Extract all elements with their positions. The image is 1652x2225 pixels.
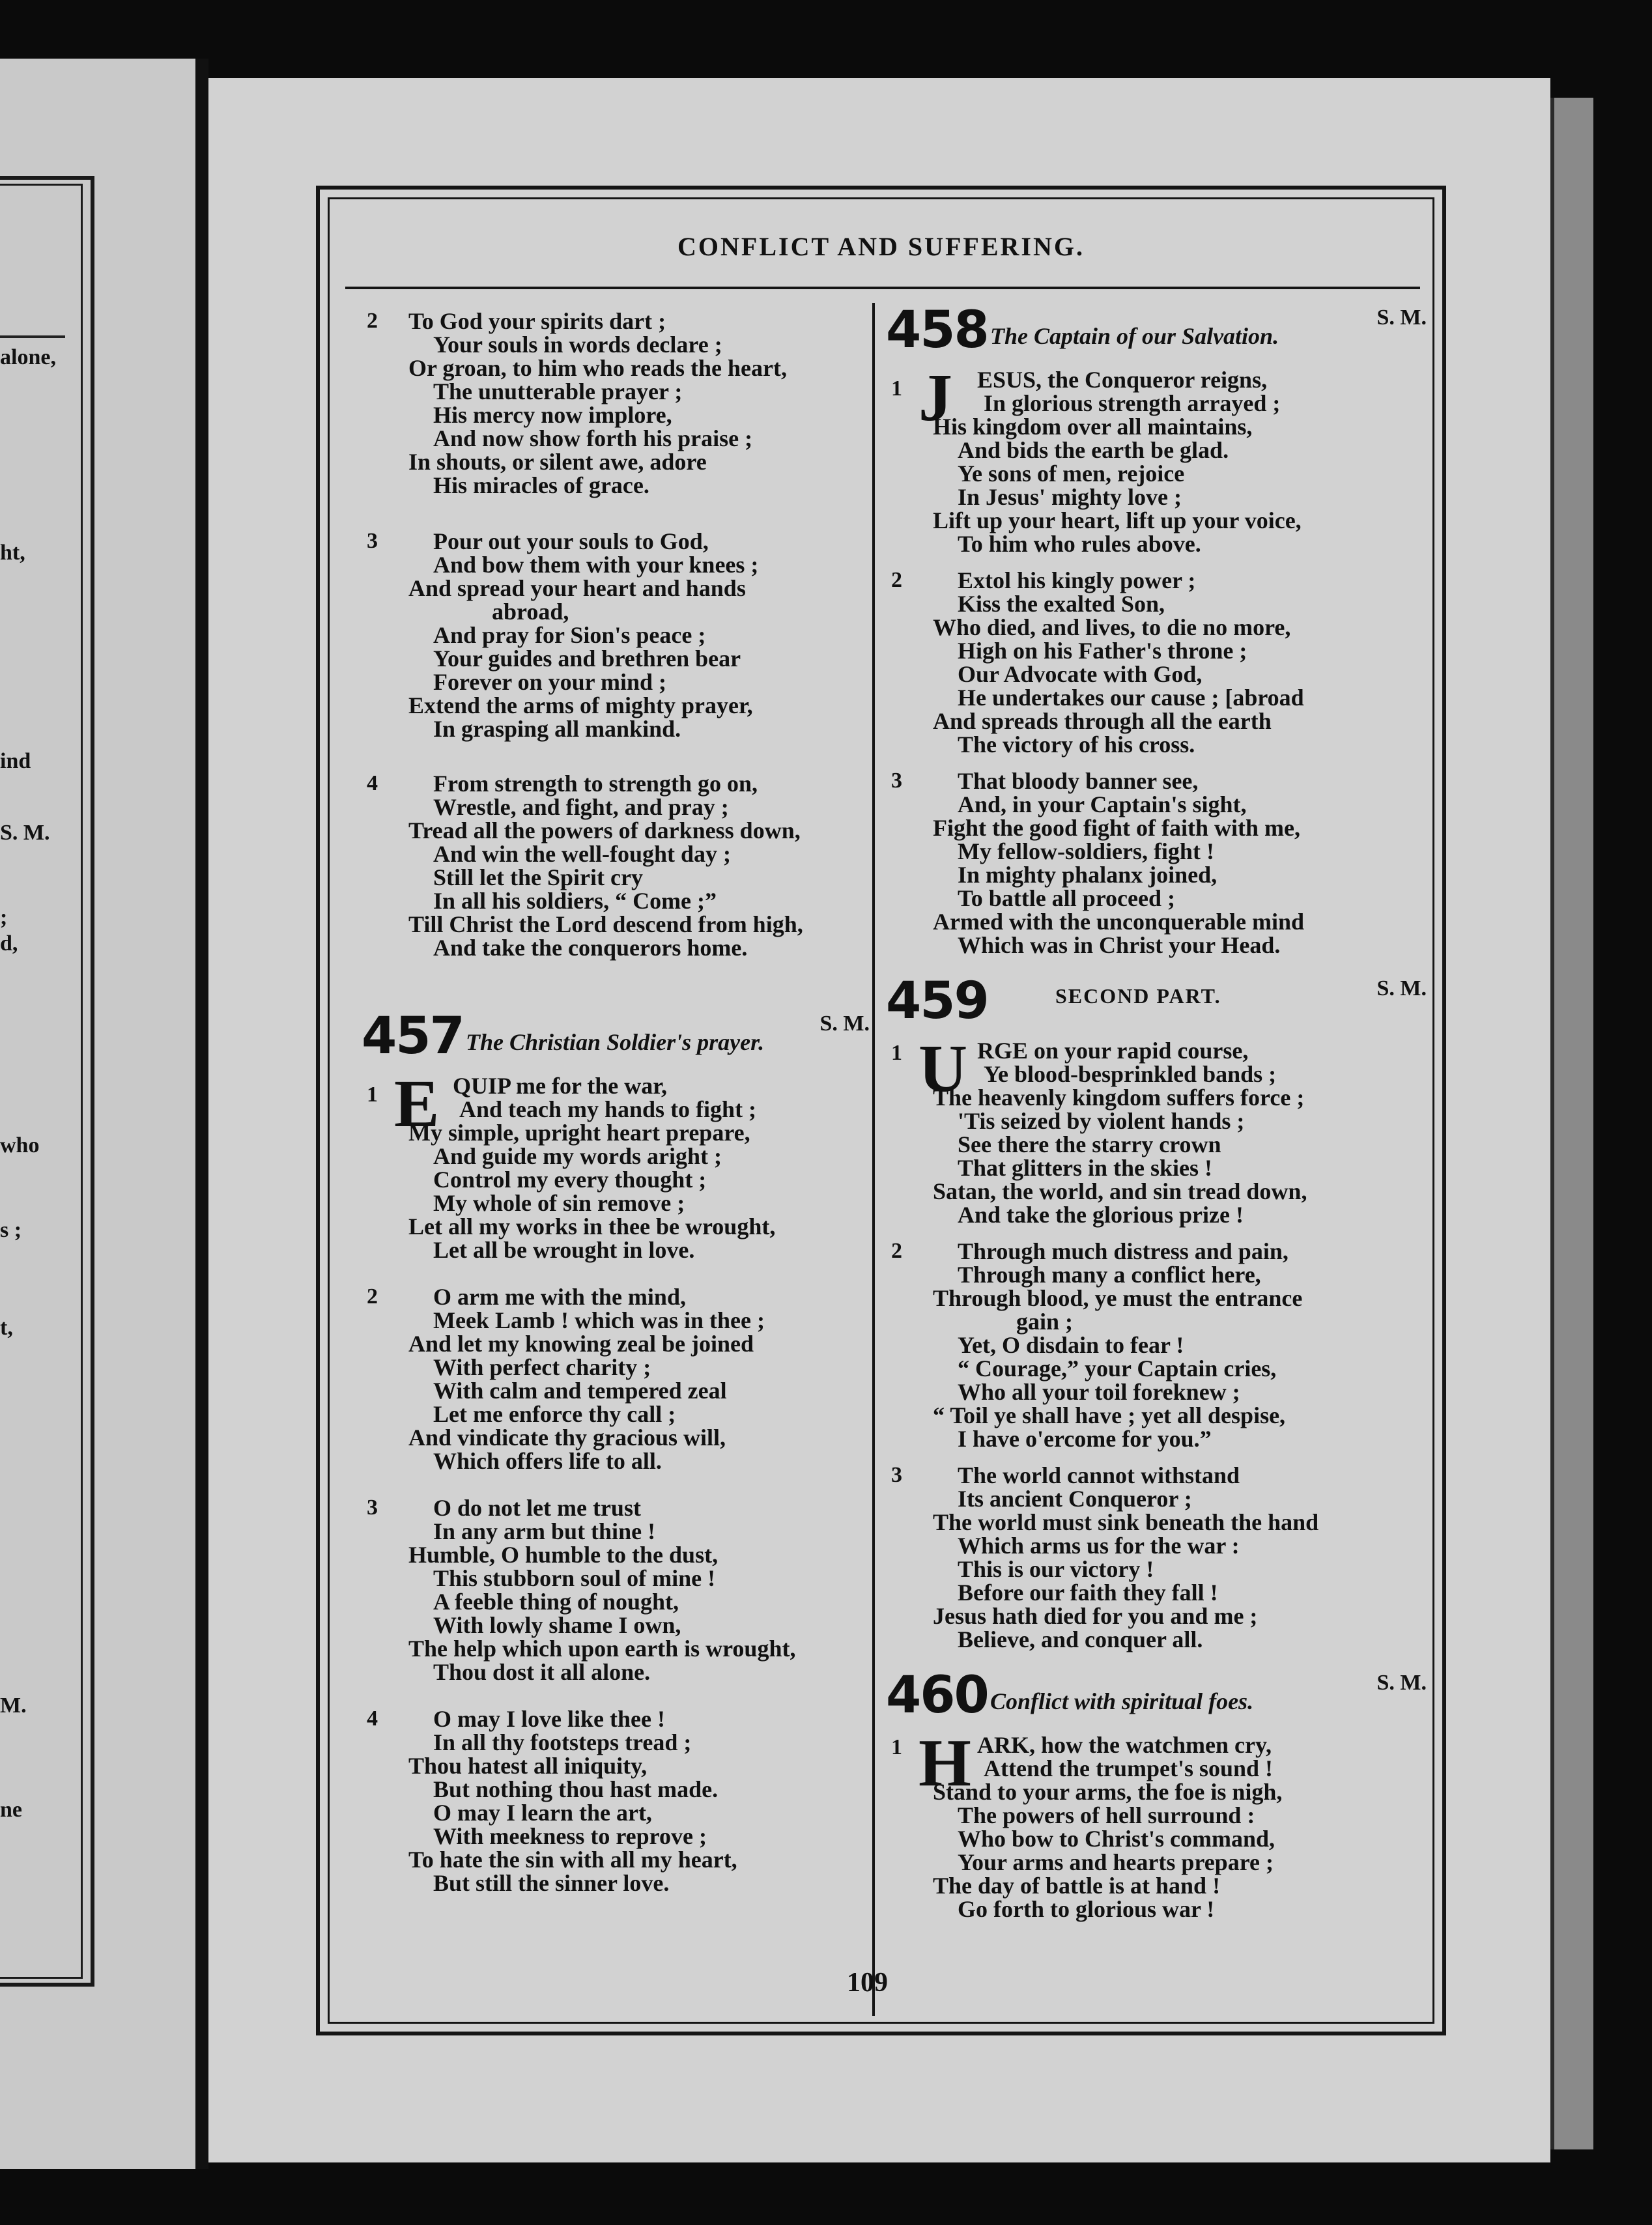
verse bbox=[362, 1285, 870, 1473]
hymn-458 bbox=[886, 299, 1427, 957]
verse-line: Still let the Spirit cry bbox=[433, 864, 643, 890]
verse-line: ESUS, the Conqueror reigns, bbox=[977, 367, 1268, 393]
verse-line: With meekness to reprove ; bbox=[433, 1823, 707, 1849]
verse-number: 1 bbox=[891, 1735, 902, 1759]
verse-line: Yet, O disdain to fear ! bbox=[958, 1332, 1184, 1358]
hymn-meter: S. M. bbox=[1376, 1671, 1427, 1695]
hymn-457 bbox=[362, 1005, 870, 1895]
hymn-heading bbox=[886, 970, 1427, 1032]
verse-line: In all his soldiers, “ Come ;” bbox=[433, 888, 717, 914]
hymn-meter: S. M. bbox=[1376, 976, 1427, 1000]
verse-line: “ Courage,” your Captain cries, bbox=[958, 1355, 1277, 1382]
verse-line: gain ; bbox=[1016, 1309, 1074, 1335]
verse-line: See there the starry crown bbox=[958, 1131, 1221, 1157]
verse-line: To God your spirits dart ; bbox=[408, 308, 666, 334]
verse-line: With lowly shame I own, bbox=[433, 1612, 681, 1638]
verse-line: Which offers life to all. bbox=[433, 1448, 662, 1474]
verse-line: With perfect charity ; bbox=[433, 1354, 651, 1380]
verse bbox=[886, 569, 1427, 756]
verse bbox=[886, 1725, 1427, 1922]
verse-line: And teach my hands to fight ; bbox=[459, 1096, 757, 1122]
verse bbox=[886, 769, 1427, 957]
verse-line: And win the well-fought day ; bbox=[433, 841, 732, 867]
verse-line: My simple, upright heart prepare, bbox=[408, 1120, 750, 1146]
verse-line: Let all my works in thee be wrought, bbox=[408, 1213, 776, 1240]
verse-line: Before our faith they fall ! bbox=[958, 1580, 1218, 1606]
verse-line: Pour out your souls to God, bbox=[433, 528, 709, 554]
verse-number: 3 bbox=[367, 1495, 378, 1520]
verse-number: 3 bbox=[367, 529, 378, 553]
verse-line: Forever on your mind ; bbox=[433, 669, 666, 695]
verse-line: Who all your toil foreknew ; bbox=[958, 1379, 1240, 1405]
verse bbox=[362, 530, 870, 741]
verse-line: Kiss the exalted Son, bbox=[958, 591, 1165, 617]
verse-line: Go forth to glorious war ! bbox=[958, 1896, 1215, 1922]
hymn-heading bbox=[362, 1005, 870, 1068]
verse bbox=[886, 360, 1427, 557]
verse-number: 2 bbox=[367, 309, 378, 333]
verse-line: And take the glorious prize ! bbox=[958, 1202, 1244, 1228]
hymn-meter: S. M. bbox=[1376, 305, 1427, 330]
column-divider bbox=[872, 303, 875, 2016]
facing-text-fragment: M. bbox=[0, 1694, 27, 1718]
verse-line: Lift up your heart, lift up your voice, bbox=[933, 507, 1302, 533]
verse-line: And, in your Captain's sight, bbox=[958, 791, 1247, 817]
facing-text-fragment: ht, bbox=[0, 541, 25, 565]
verse-line: Extend the arms of mighty prayer, bbox=[408, 692, 753, 718]
hymn-subtitle: SECOND PART. bbox=[1055, 984, 1221, 1008]
verse-number: 1 bbox=[367, 1083, 378, 1107]
page-number: 109 bbox=[847, 1968, 888, 1998]
verse-line: In Jesus' mighty love ; bbox=[958, 484, 1182, 510]
verse-line: In shouts, or silent awe, adore bbox=[408, 449, 707, 475]
hymn-number: 457 bbox=[362, 1007, 464, 1066]
hymn-heading bbox=[886, 1664, 1427, 1727]
verse-line: From strength to strength go on, bbox=[433, 771, 758, 797]
verse-line: And pray for Sion's peace ; bbox=[433, 622, 706, 648]
verse-line: Thou dost it all alone. bbox=[433, 1659, 651, 1685]
verse-line: Your souls in words declare ; bbox=[433, 332, 722, 358]
verse-number: 3 bbox=[891, 769, 902, 793]
verse-line: The powers of hell surround : bbox=[958, 1802, 1255, 1828]
verse-line: Through many a conflict here, bbox=[958, 1262, 1261, 1288]
verse-line: This stubborn soul of mine ! bbox=[433, 1565, 716, 1591]
verse-line: The world must sink beneath the hand bbox=[933, 1509, 1319, 1535]
verse-line: In glorious strength arrayed ; bbox=[984, 390, 1281, 416]
verse-line: But nothing thou hast made. bbox=[433, 1776, 719, 1802]
hymn-number: 458 bbox=[886, 301, 988, 360]
verse-line: O may I love like thee ! bbox=[433, 1706, 665, 1732]
facing-text-fragment: alone, bbox=[0, 345, 56, 369]
verse-line: Its ancient Conqueror ; bbox=[958, 1486, 1192, 1512]
verse-line: Jesus hath died for you and me ; bbox=[933, 1603, 1258, 1629]
verse bbox=[362, 309, 870, 497]
hymn-460 bbox=[886, 1664, 1427, 1921]
verse-number: 4 bbox=[367, 771, 378, 795]
verse-line: Your arms and hearts prepare ; bbox=[958, 1849, 1274, 1875]
verse-line: Through much distress and pain, bbox=[958, 1238, 1289, 1264]
verse-line: To hate the sin with all my heart, bbox=[408, 1847, 737, 1873]
verse bbox=[362, 1066, 870, 1263]
verse-line: Stand to your arms, the foe is nigh, bbox=[933, 1779, 1283, 1805]
verse-line: In mighty phalanx joined, bbox=[958, 862, 1218, 888]
verse-number: 2 bbox=[891, 1239, 902, 1263]
verse-number: 1 bbox=[891, 376, 902, 401]
verse-line: And spread your heart and hands bbox=[408, 575, 746, 601]
page-edge bbox=[1550, 98, 1593, 2149]
verse-line: I have o'ercome for you.” bbox=[958, 1426, 1212, 1452]
verse-number: 2 bbox=[367, 1284, 378, 1309]
drop-cap: H bbox=[919, 1725, 971, 1800]
verse-line: Through blood, ye must the entrance bbox=[933, 1285, 1303, 1311]
hymn-continued bbox=[362, 309, 870, 959]
verse-line: Ye sons of men, rejoice bbox=[958, 461, 1185, 487]
verse-line: Our Advocate with God, bbox=[958, 661, 1203, 687]
verse-line: A feeble thing of nought, bbox=[433, 1589, 679, 1615]
facing-text-fragment: who bbox=[0, 1133, 40, 1157]
verse-line: O arm me with the mind, bbox=[433, 1284, 686, 1310]
facing-text-fragment: S. M. bbox=[0, 821, 50, 845]
verse-line: Your guides and brethren bear bbox=[433, 645, 741, 672]
verse-line: 'Tis seized by violent hands ; bbox=[958, 1108, 1245, 1134]
verse-line: My whole of sin remove ; bbox=[433, 1190, 685, 1216]
verse-line: Believe, and conquer all. bbox=[958, 1626, 1203, 1652]
verse-line: His mercy now implore, bbox=[433, 402, 672, 428]
verse-line: In all thy footsteps tread ; bbox=[433, 1729, 692, 1755]
hymn-number: 460 bbox=[886, 1666, 988, 1725]
verse bbox=[362, 1496, 870, 1684]
facing-text-fragment: ; bbox=[0, 905, 8, 929]
verse-line: O do not let me trust bbox=[433, 1495, 641, 1521]
verse-number: 4 bbox=[367, 1707, 378, 1731]
book-gutter bbox=[195, 59, 208, 2169]
verse-line: Wrestle, and fight, and pray ; bbox=[433, 794, 729, 820]
verse-line: To him who rules above. bbox=[958, 531, 1201, 557]
hymn-title: Conflict with spiritual foes. bbox=[990, 1688, 1254, 1714]
verse-line: “ Toil ye shall have ; yet all despise, bbox=[933, 1402, 1286, 1428]
drop-cap: J bbox=[919, 360, 952, 435]
hymn-title: The Captain of our Salvation. bbox=[990, 323, 1279, 349]
verse-line: Tread all the powers of darkness down, bbox=[408, 817, 801, 843]
right-column bbox=[886, 303, 1427, 1921]
drop-cap: E bbox=[394, 1066, 440, 1141]
verse-line: RGE on your rapid course, bbox=[977, 1038, 1249, 1064]
verse-line: ARK, how the watchmen cry, bbox=[977, 1732, 1272, 1758]
verse-line: And bids the earth be glad. bbox=[958, 437, 1229, 463]
hymn-number: 459 bbox=[886, 972, 988, 1030]
verse-line: And take the conquerors home. bbox=[433, 935, 748, 961]
verse-line: And bow them with your knees ; bbox=[433, 552, 759, 578]
facing-page bbox=[0, 59, 195, 2169]
verse-line: Ye blood-besprinkled bands ; bbox=[984, 1061, 1277, 1087]
verse bbox=[362, 1707, 870, 1895]
hymn-heading bbox=[886, 299, 1427, 361]
verse-line: And guide my words aright ; bbox=[433, 1143, 722, 1169]
drop-cap: U bbox=[919, 1031, 968, 1106]
verse-line: The world cannot withstand bbox=[958, 1462, 1240, 1488]
verse-line: My fellow-soldiers, fight ! bbox=[958, 838, 1214, 864]
facing-text-fragment: t, bbox=[0, 1316, 13, 1340]
verse-line: His kingdom over all maintains, bbox=[933, 414, 1253, 440]
verse-line: The victory of his cross. bbox=[958, 731, 1195, 758]
facing-text-fragment: d, bbox=[0, 931, 18, 956]
verse-line: Let all be wrought in love. bbox=[433, 1237, 695, 1263]
verse-line: Thou hatest all iniquity, bbox=[408, 1753, 648, 1779]
verse-line: That bloody banner see, bbox=[958, 768, 1199, 794]
verse-line: And spreads through all the earth bbox=[933, 708, 1272, 734]
verse-line: The day of battle is at hand ! bbox=[933, 1873, 1221, 1899]
verse-line: Who bow to Christ's command, bbox=[958, 1826, 1275, 1852]
verse-line: Extol his kingly power ; bbox=[958, 567, 1196, 593]
verse-line: And now show forth his praise ; bbox=[433, 425, 753, 451]
verse bbox=[886, 1031, 1427, 1228]
facing-text-fragment: ind bbox=[0, 749, 31, 773]
verse-line: QUIP me for the war, bbox=[453, 1073, 667, 1099]
hymn-meter: S. M. bbox=[819, 1012, 870, 1036]
verse-line: In grasping all mankind. bbox=[433, 716, 681, 742]
hymnal-page bbox=[208, 78, 1550, 2162]
verse-line: Or groan, to him who reads the heart, bbox=[408, 355, 787, 381]
verse-line: And vindicate thy gracious will, bbox=[408, 1424, 726, 1451]
left-column bbox=[362, 303, 870, 1895]
facing-page-rule bbox=[0, 335, 65, 338]
verse-line: That glitters in the skies ! bbox=[958, 1155, 1212, 1181]
verse-line: And let my knowing zeal be joined bbox=[408, 1331, 754, 1357]
facing-text-fragment: ne bbox=[0, 1798, 22, 1822]
verse-line: Satan, the world, and sin tread down, bbox=[933, 1178, 1307, 1204]
verse-line: The unutterable prayer ; bbox=[433, 378, 683, 404]
verse-line: Till Christ the Lord descend from high, bbox=[408, 911, 803, 937]
verse-number: 1 bbox=[891, 1041, 902, 1065]
verse-line: Which arms us for the war : bbox=[958, 1533, 1240, 1559]
hymn-459 bbox=[886, 970, 1427, 1651]
page-header: CONFLICT AND SUFFERING. bbox=[677, 232, 1085, 261]
verse bbox=[886, 1464, 1427, 1651]
verse-line: But still the sinner love. bbox=[433, 1870, 670, 1896]
verse-line: Control my every thought ; bbox=[433, 1167, 707, 1193]
verse-line: His miracles of grace. bbox=[433, 472, 649, 498]
verse bbox=[362, 772, 870, 959]
verse-number: 2 bbox=[891, 568, 902, 592]
header-rule bbox=[345, 287, 1420, 289]
verse-line: Attend the trumpet's sound ! bbox=[984, 1755, 1274, 1781]
verse-line: Armed with the unconquerable mind bbox=[933, 909, 1305, 935]
verse-line: Fight the good fight of faith with me, bbox=[933, 815, 1300, 841]
verse-line: High on his Father's throne ; bbox=[958, 638, 1247, 664]
verse-line: The help which upon earth is wrought, bbox=[408, 1636, 796, 1662]
verse-line: This is our victory ! bbox=[958, 1556, 1154, 1582]
verse-line: Let me enforce thy call ; bbox=[433, 1401, 676, 1427]
verse-line: The heavenly kingdom suffers force ; bbox=[933, 1084, 1305, 1111]
verse-line: In any arm but thine ! bbox=[433, 1518, 656, 1544]
verse-line: O may I learn the art, bbox=[433, 1800, 652, 1826]
verse bbox=[886, 1240, 1427, 1451]
hymn-title: The Christian Soldier's prayer. bbox=[466, 1029, 765, 1055]
verse-line: abroad, bbox=[492, 599, 569, 625]
verse-line: Humble, O humble to the dust, bbox=[408, 1542, 719, 1568]
verse-line: With calm and tempered zeal bbox=[433, 1378, 727, 1404]
verse-number: 3 bbox=[891, 1463, 902, 1487]
verse-line: Meek Lamb ! which was in thee ; bbox=[433, 1307, 765, 1333]
verse-line: He undertakes our cause ; [abroad bbox=[958, 685, 1304, 711]
verse-line: Which was in Christ your Head. bbox=[958, 932, 1281, 958]
verse-line: To battle all proceed ; bbox=[958, 885, 1175, 911]
verse-line: Who died, and lives, to die no more, bbox=[933, 614, 1291, 640]
facing-text-fragment: s ; bbox=[0, 1218, 22, 1242]
